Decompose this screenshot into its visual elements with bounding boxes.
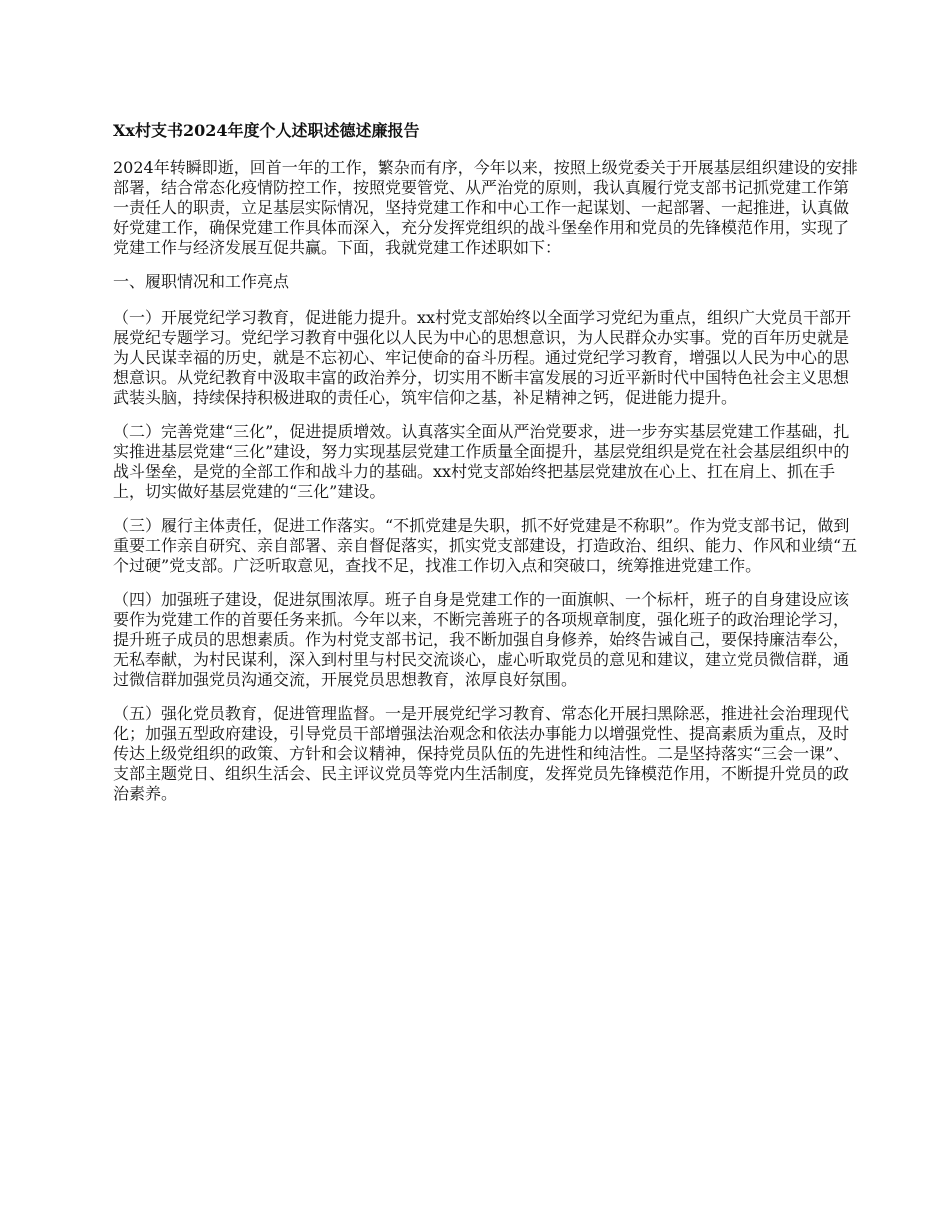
document-page [113,120,863,818]
paragraph-3: （三）履行主体责任，促进工作落实。“不抓党建是失职，抓不好党建是不称职”。作为党支部书记，做到重要工作亲自研究、亲自部署、亲自督促落实，抓实党支部建设，打造政治、组织、能力、作风和业绩“五个过硬”党支部。广泛听取意见，查找不足，找准工作切入点和突破口，统筹推进党建工作。 [113,516,858,575]
paragraph-2: （二）完善党建“三化”，促进提质增效。认真落实全面从严治党要求，进一步夯实基层党建工作基础，扎实推进基层党建“三化”建设，努力实现基层党建工作质量全面提升，基层党组织是党在社会基层组织中的战斗堡垒，是党的全部工作和战斗力的基础。xx村党支部始终把基层党建放在心上、扛在肩上、抓在手上，切实做好基层党建的“三化”建设。 [113,422,850,501]
intro-paragraph: 2024年转瞬即逝，回首一年的工作，繁杂而有序，今年以来，按照上级党委关于开展基层组织建设的安排部署，结合常态化疫情防控工作，按照党要管党、从严治党的原则，我认真履行党支部书记抓党建工作第一责任人的职责，立足基层实际情况，坚持党建工作和中心工作一起谋划、一起部署、一起推进，认真做好党建工作，确保党建工作具体而深入，充分发挥党组织的战斗堡垒作用和党员的先锋模范作用，实现了党建工作与经济发展互促共赢。下面，我就党建工作述职如下： [113,158,858,257]
paragraph-1: （一）开展党纪学习教育，促进能力提升。xx村党支部始终以全面学习党纪为重点，组织广大党员干部开展党纪专题学习。党纪学习教育中强化以人民为中心的思想意识，为人民群众办实事。党的百年历史就是为人民谋幸福的历史，就是不忘初心、牢记使命的奋斗历程。通过党纪学习教育，增强以人民为中心的思想意识。从党纪教育中汲取丰富的政治养分，切实用不断丰富发展的习近平新时代中国特色社会主义思想武装头脑，持续保持积极进取的责任心，筑牢信仰之基，补足精神之钙，促进能力提升。 [113,308,852,407]
section-heading: 一、履职情况和工作亮点 [113,272,290,291]
paragraph-5: （五）强化党员教育，促进管理监督。一是开展党纪学习教育、常态化开展扫黑除恶，推进社会治理现代化；加强五型政府建设，引导党员干部增强法治观念和依法办事能力以增强党性、提高素质为重点，及时传达上级党组织的政策、方针和会议精神，保持党员队伍的先进性和纯洁性。二是坚持落实“三会一课”、支部主题党日、组织生活会、民主评议党员等党内生活制度，发挥党员先锋模范作用，不断提升党员的政治素养。 [113,704,850,803]
document-title: Xx村支书2024年度个人述职述德述廉报告 [113,121,420,140]
paragraph-4: （四）加强班子建设，促进氛围浓厚。班子自身是党建工作的一面旗帜、一个标杆，班子的自身建设应该要作为党建工作的首要任务来抓。今年以来，不断完善班子的各项规章制度，强化班子的政治理论学习，提升班子成员的思想素质。作为村党支部书记，我不断加强自身修养，始终告诫自己，要保持廉洁奉公，无私奉献，为村民谋利，深入到村里与村民交流谈心，虚心听取党员的意见和建议，建立党员微信群，通过微信群加强党员沟通交流，开展党员思想教育，浓厚良好氛围。 [113,590,850,689]
